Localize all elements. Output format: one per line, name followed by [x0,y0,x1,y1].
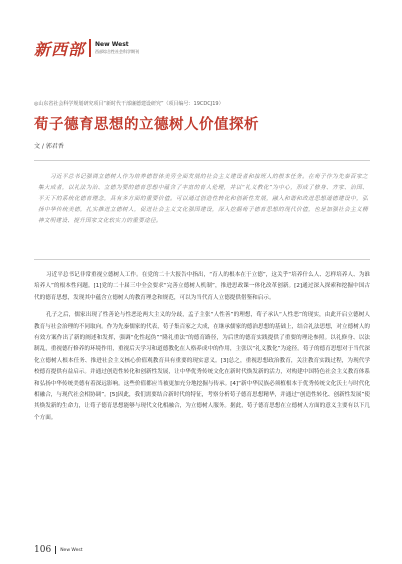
brand-en-block [95,41,139,55]
fund-note: ◎山东省社会科学规划研究项目“新时代干部廉德建设研究”（项目编号：19CDCJ19） [34,101,224,107]
abstract: 习近平总书记强调立德树人作为培养德智体美劳全面发展的社会主义建设者和接班人的根本任务。在荀子作为先秦百家之集大成者，以礼法为治、立德为要的德育思想中蕴含了丰富的育人伦理，并以“礼义教化”为中心，形成了修身、齐家、治国、平天下的系统化德育理念，具有多方面的重要价值。可以通过创造性转化和创新性发展，融入和谐和改进思想道德建设中，弘扬中华传统美德，扎实推进立德树人，促进社会主义文化强国建设，深入挖掘荀子德育思想的现代价值，也是加强社会主义精神文明建设、提升国家文化软实力的重要途径。 [38,174,368,224]
body-paragraph: 习近平总书记非常重视立德树人工作。在党的二十大报告中指出，“育人的根本在于立德”，这关乎“培养什么人、怎样培养人、为谁培养人”的根本性问题。[1]党的二十届三中全会要求“完善立德树人机制”，推进思政课一体化改革创新。[2]通过深入探索和挖掘中国古代的德育思想，发现其中蕴含立德树人的教育理念和规范，可以为当代育人立德提供借鉴和启示。 [34,272,370,301]
body-paragraph: 孔子之后，儒家出现了性善论与性恶论两大主义的分歧，孟子主张“人性善”的理想，荀子承认“人性恶”的现实，由此开启立德树人教育与社会治理的不同取向。作为先秦儒家的代表，荀子集百家之大成，在继承儒家的德治思想的基础上，结合礼法思想，对立德树人的有效方案作出了新的阐述和发挥，强调“化性起伪”“隆礼重法”的德育路径，为后世的德育实践提供了重要的理论参照。以礼修身、以法制乱，重视德行修养的环境作用，重视后天学习和道德教化在人格养成中的作用，主张以“礼义教化”为途径。荀子的德育思想对于当代深化立德树人根本任务、推进社会主义核心价值观教育具有重要的现实意义。[3]总之，重视思想政治教育，关注教育实践过程，为现代学校德育提供有益启示。并通过创造性转化和创新性发展，让中华优秀传统文化在新时代焕发新的活力，对构建中国特色社会主义教育体系和弘扬中华传统美德有着深远影响。这些价值都应当被更加充分地挖掘与传承。[4]“新中华民族必须植根本于优秀传统文化沃土与时代化相融合，与现代社会相协调”。[5]因此，我们需要结合新时代的特征，考察分析荀子德育思想精华，并通过“创造性转化、创新性发展”使其焕发新的生命力，让荀子德育思想能够与现代文化相融合，为立德树人服务。据此，荀子德育思想在立德树人方面的意义主要有以下几个方面。 [34,312,370,421]
brand-logo-en: New West [95,41,129,48]
page-number: 106 [34,545,52,555]
author-line: 文 / 郭君香 [34,143,64,150]
article-body [34,270,370,430]
article-title: 荀子德育思想的立德树人价值探析 [34,116,259,133]
footer-divider [55,546,56,554]
footer-magazine: New West [60,547,83,553]
brand-divider [89,39,91,57]
abstract-bottom-rule [34,259,370,260]
page-footer [34,545,83,555]
masthead [34,36,139,60]
brand-logo-cn: 新西部 [34,39,86,59]
abstract-top-rule [34,160,370,161]
brand-subtitle: 西部综合性社会科学期刊 [95,49,140,54]
